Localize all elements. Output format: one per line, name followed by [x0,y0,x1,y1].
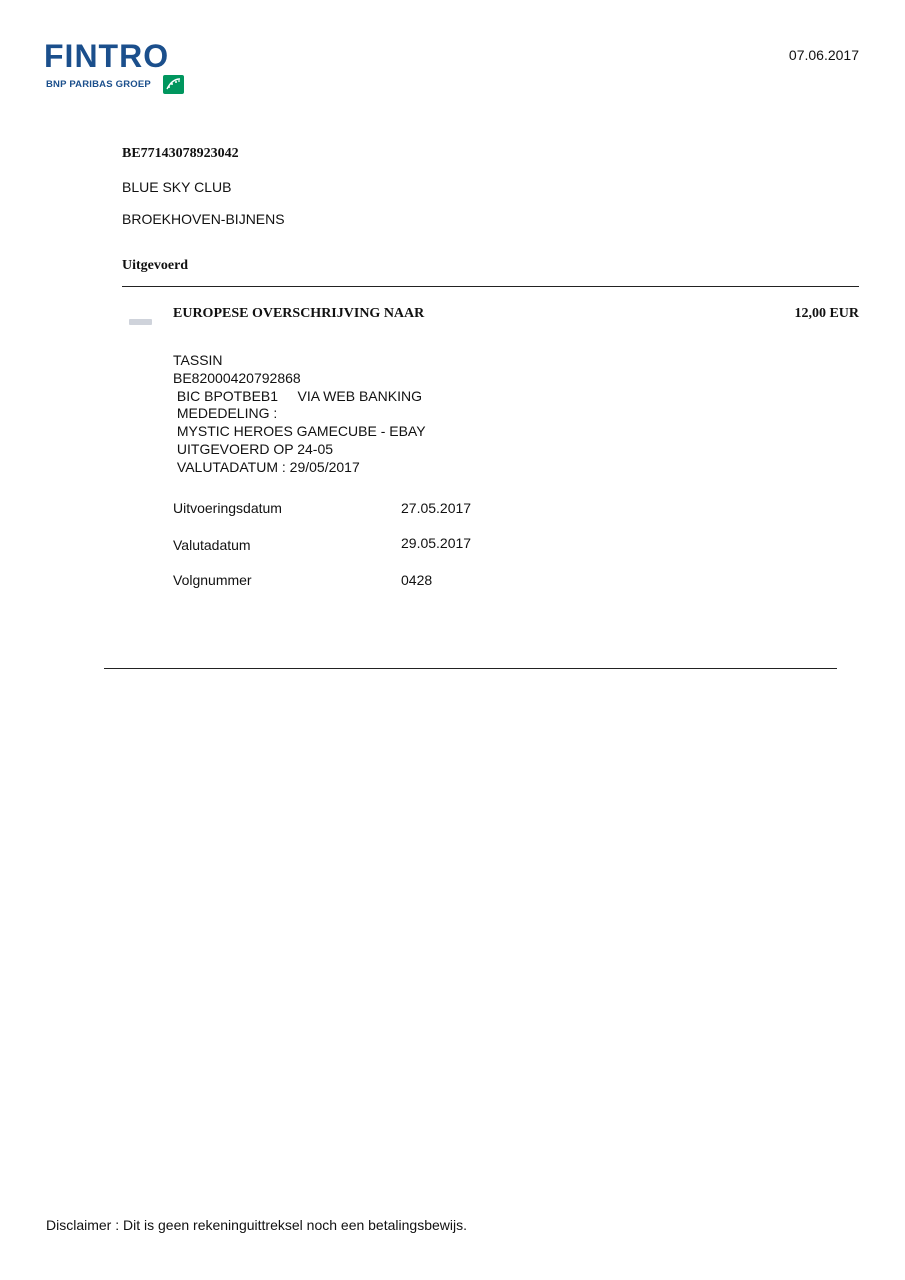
divider-top [122,286,859,287]
document-date: 07.06.2017 [788,47,859,63]
disclaimer-text: Disclaimer : Dit is geen rekeninguittreksel noch een betalingsbewijs. [46,1217,467,1233]
field-label-value-date: Valutadatum [173,537,251,553]
detail-line: MYSTIC HEROES GAMECUBE - EBAY [173,423,426,440]
account-location: BROEKHOVEN-BIJNENS [122,211,285,227]
brand-logo-subtext: BNP PARIBAS GROEP [46,79,151,90]
detail-line: UITGEVOERD OP 24-05 [173,440,334,457]
field-label-execution-date: Uitvoeringsdatum [173,500,282,516]
detail-line: TASSIN [173,352,223,368]
detail-line: MEDEDELING : [173,405,278,422]
account-name: BLUE SKY CLUB [122,179,232,195]
detail-line: VALUTADATUM : 29/05/2017 [173,458,360,475]
divider-bottom [104,668,837,669]
transaction-type-icon [129,319,152,325]
transaction-type: EUROPESE OVERSCHRIJVING NAAR [173,306,425,321]
field-label-sequence-number: Volgnummer [173,572,252,588]
detail-line: BE82000420792868 [173,369,301,386]
field-value-value-date: 29.05.2017 [401,535,472,551]
field-value-execution-date: 27.05.2017 [401,500,472,516]
detail-line: BIC BPOTBEB1 VIA WEB BANKING [173,387,422,404]
brand-logo-text: FINTRO [44,38,170,74]
status-label: Uitgevoerd [122,258,189,273]
transaction-amount: 12,00 EUR [794,306,859,321]
account-iban: BE77143078923042 [122,146,239,161]
field-value-sequence-number: 0428 [401,572,433,588]
transaction-details [173,352,426,477]
bnp-stars-logo-icon [163,75,184,94]
